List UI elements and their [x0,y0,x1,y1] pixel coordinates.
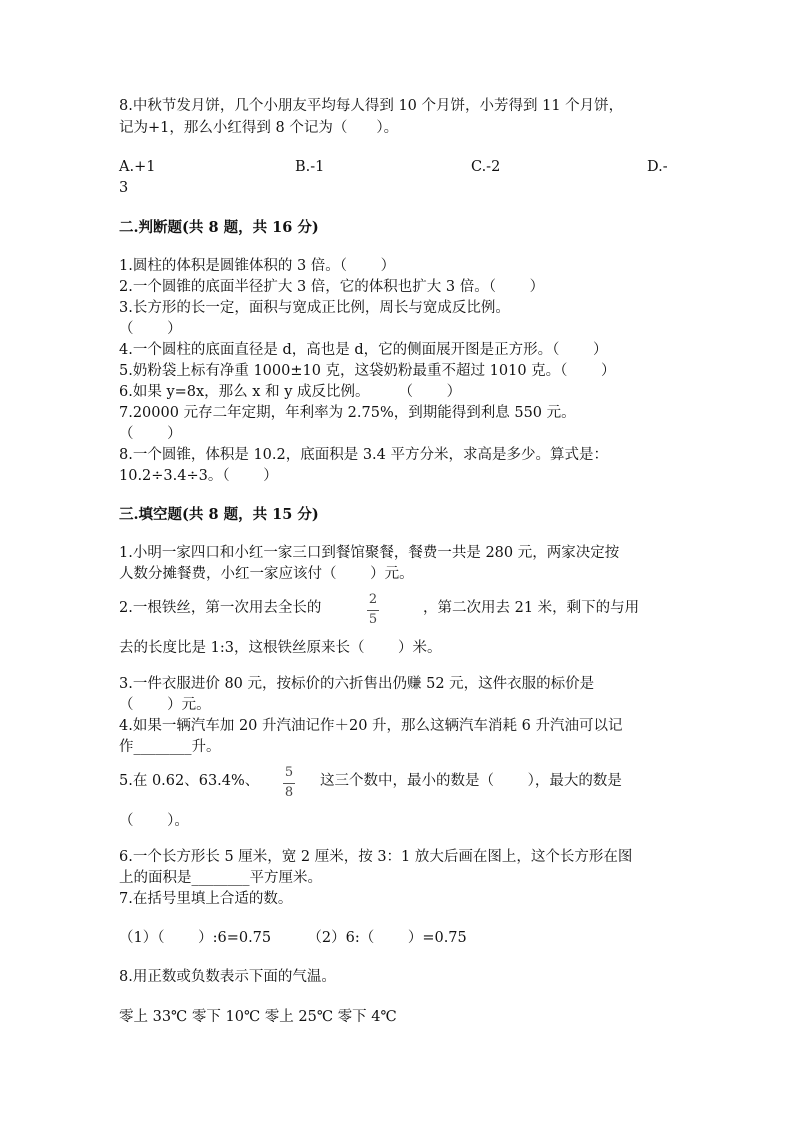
fraction-five-eighths [283,766,295,800]
fill-item-8-line2: 零上 33℃ 零下 10℃ 零上 25℃ 零下 4℃ [119,1009,397,1025]
judge-item-8: 8.一个圆锥，体积是 10.2，底面积是 3.4 平方分米，求高是多少。算式是： [119,447,609,463]
fill-item-2-part1: 2.一根铁丝，第一次用去全长的 [119,600,322,616]
fill-item-4-line2: 作________升。 [119,739,221,755]
fraction-denominator: 8 [284,785,294,800]
fill-item-6-line1: 6.一个长方形长 5 厘米，宽 2 厘米，按 3：1 放大后画在图上，这个长方形在图 [119,849,633,865]
fill-item-7-line1: 7.在括号里填上合适的数。 [119,891,293,907]
option-c: C.-2 [471,159,501,175]
judge-item-7-bracket: （ ） [119,426,182,442]
fraction-bar [283,783,295,784]
fill-item-1-line1: 1.小明一家四口和小红一家三口到餐馆聚餐，餐费一共是 280 元，两家决定按 [119,545,620,561]
fill-item-3-line2: （ ）元。 [119,697,211,713]
judge-item-7: 7.20000 元存二年定期，年利率为 2.75%，到期能得到利息 550 元。 [119,405,576,421]
fill-item-7-line2: （1）（ ）:6=0.75 （2）6:（ ）=0.75 [119,930,467,946]
fill-item-3-line1: 3.一件衣服进价 80 元，按标价的六折售出仍赚 52 元，这件衣服的标价是 [119,676,595,692]
question-8-text-line2: 记为+1，那么小红得到 8 个记为（ ）。 [119,120,399,136]
fill-item-5-part2: 这三个数中，最小的数是（ ），最大的数是 [320,773,622,789]
judge-item-5: 5.奶粉袋上标有净重 1000±10 克，这袋奶粉最重不超过 1010 克。（ ） [119,363,616,379]
judge-item-8-cont: 10.2÷3.4÷3。（ ） [119,468,278,484]
section-3-title: 三.填空题(共 8 题，共 15 分) [119,506,319,523]
fill-item-6-line2: 上的面积是________平方厘米。 [119,870,322,886]
option-d-wrap: 3 [119,180,129,196]
fill-item-5-line2: （ ）。 [119,813,189,829]
fraction-two-fifths [367,593,379,627]
fill-item-4-line1: 4.如果一辆汽车加 20 升汽油记作＋20 升，那么这辆汽车消耗 6 升汽油可以记 [119,718,623,734]
fraction-denominator: 5 [368,612,378,627]
judge-item-4: 4.一个圆柱的底面直径是 d，高也是 d，它的侧面展开图是正方形。（ ） [119,342,608,358]
fraction-numerator: 5 [284,765,294,780]
option-a: A.+1 [119,159,156,175]
fill-item-2-part2: ，第二次用去 21 米，剩下的与用 [423,600,640,616]
fraction-bar [367,610,379,611]
fill-item-5-part1: 5.在 0.62、63.4%、 [119,773,260,789]
judge-item-6: 6.如果 y=8x，那么 x 和 y 成反比例。 （ ） [119,384,462,400]
judge-item-1: 1.圆柱的体积是圆锥体积的 3 倍。（ ） [119,258,396,274]
fill-item-2-line2: 去的长度比是 1:3，这根铁丝原来长（ ）米。 [119,640,442,656]
option-d: D.- [647,159,668,175]
question-8-text-line1: 8.中秋节发月饼，几个小朋友平均每人得到 10 个月饼，小芳得到 11 个月饼， [119,98,624,114]
judge-item-3: 3.长方形的长一定，面积与宽成正比例，周长与宽成反比例。 [119,300,510,316]
option-b: B.-1 [295,159,325,175]
judge-item-3-bracket: （ ） [119,321,182,337]
fraction-numerator: 2 [368,592,378,607]
judge-item-2: 2.一个圆锥的底面半径扩大 3 倍，它的体积也扩大 3 倍。（ ） [119,279,545,295]
section-2-title: 二.判断题(共 8 题，共 16 分) [119,219,319,236]
fill-item-1-line2: 人数分摊餐费，小红一家应该付（ ）元。 [119,566,414,582]
fill-item-8-line1: 8.用正数或负数表示下面的气温。 [119,969,336,985]
